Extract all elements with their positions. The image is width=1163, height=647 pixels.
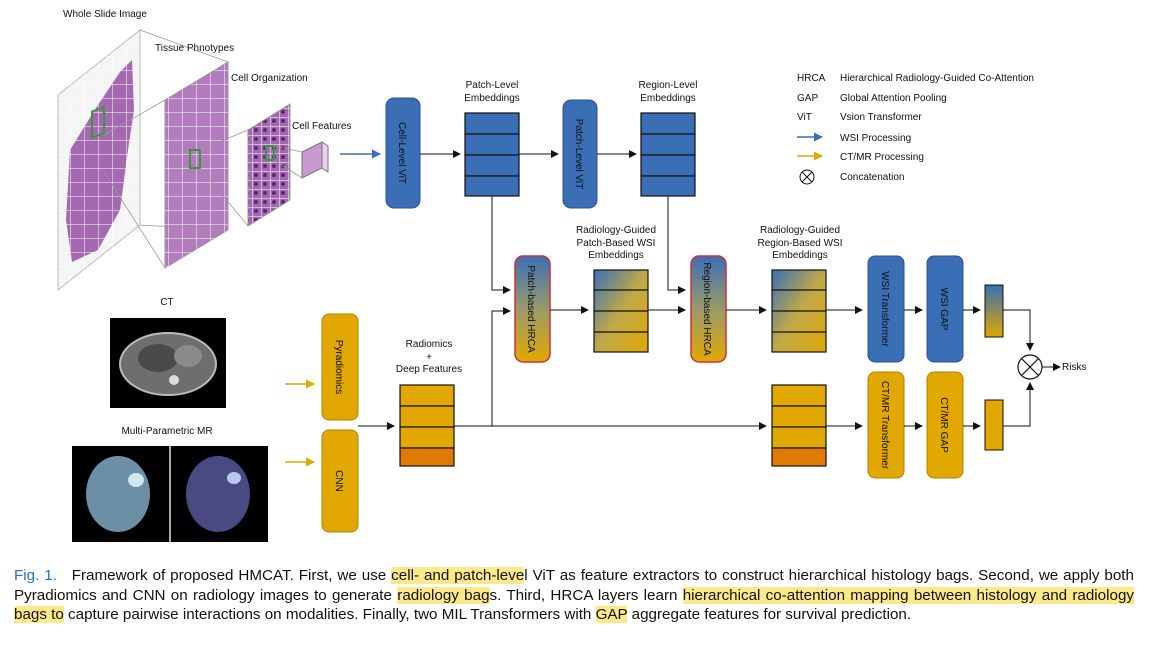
legend-text-ctmr: CT/MR Processing: [840, 152, 924, 163]
patch-hrca-label: Patch-based HRCA: [525, 265, 536, 353]
patch-vit-box: [563, 100, 597, 208]
ct-label: CT: [160, 297, 174, 308]
legend-text-hrca: Hierarchical Radiology-Guided Co-Attention: [840, 73, 1034, 84]
radiomics-label-3: Deep Features: [395, 364, 463, 375]
caption-text-4: capture pairwise interactions on modalities. Finally, two MIL Transformers with: [63, 606, 596, 623]
concatenation-node: [1018, 355, 1042, 379]
mr-images: [72, 446, 268, 542]
legend-abbr-vit: ViT: [797, 112, 812, 123]
ct-transformer-box: [868, 372, 904, 478]
caption-highlight-2: radiology bag: [397, 586, 490, 604]
rg-patch-label-2: Patch-Based WSI: [576, 238, 656, 249]
ct-gap-label: CT/MR GAP: [938, 397, 949, 453]
legend-text-concat: Concatenation: [840, 172, 905, 183]
region-hrca-box: [691, 256, 726, 362]
patch-embeddings-label-2: Embeddings: [464, 93, 520, 104]
cell-vit-label: Cell-Level ViT: [396, 121, 407, 185]
cell-vit-box: [386, 98, 420, 208]
rg-patch-label-3: Embeddings: [588, 250, 644, 261]
rg-region-label-1: Radiology-Guided: [759, 225, 841, 236]
radiomics-label-1: Radiomics: [405, 339, 453, 350]
wsi-gap-label: WSI GAP: [938, 287, 949, 331]
ct-image: [110, 318, 226, 408]
rg-patch-label-1: Radiology-Guided: [575, 225, 657, 236]
radiology-bag-embeddings: [400, 385, 454, 466]
legend-text-gap: Global Attention Pooling: [840, 93, 947, 104]
caption-text-5: aggregate features for survival prediction.: [627, 606, 912, 623]
tissue-phenotypes-label: Tissue Phnotypes: [155, 43, 235, 54]
caption-highlight-1: cell- and patch-leve: [391, 567, 525, 584]
ct-mr-embeddings: [772, 385, 826, 466]
legend-text-vit: Vsion Transformer: [840, 112, 922, 123]
wsi-pooled-vector: [985, 285, 1003, 337]
rg-region-label-2: Region-Based WSI: [757, 238, 843, 249]
cell-organization-label: Cell Organization: [231, 73, 308, 84]
wsi-transformer-label: WSI Transformer: [879, 271, 890, 347]
figure-caption: [14, 566, 1134, 625]
mr-label: Multi-Parametric MR: [121, 426, 213, 437]
region-level-embeddings: [641, 113, 695, 196]
region-hrca-label: Region-based HRCA: [701, 262, 712, 356]
legend-abbr-gap: GAP: [797, 93, 819, 104]
patch-hrca-box: [515, 256, 550, 362]
ct-pooled-vector: [985, 400, 1003, 450]
rg-region-embeddings: [772, 270, 826, 352]
figure-number: Fig. 1.: [14, 567, 57, 584]
radiomics-label-2: +: [426, 352, 432, 363]
region-embeddings-label-2: Embeddings: [640, 93, 696, 104]
patch-embeddings-label-1: Patch-Level: [465, 80, 519, 91]
caption-highlight-4: GAP: [595, 606, 628, 623]
concatenation-icon: [800, 170, 814, 184]
patch-vit-label: Patch-Level ViT: [573, 118, 584, 190]
cell-features-label: Cell Features: [292, 121, 352, 132]
rg-region-label-3: Embeddings: [772, 250, 828, 261]
caption-text-3: s. Third, HRCA layers learn: [489, 586, 683, 604]
rg-patch-embeddings: [594, 270, 648, 352]
caption-highlight-3: hierarchical co-attention mapping between histology and radiology bags to: [14, 586, 1134, 623]
ct-transformer-label: CT/MR Transformer: [879, 380, 890, 470]
legend-text-wsi: WSI Processing: [840, 133, 912, 144]
pyradiomics-label: Pyradiomics: [333, 339, 344, 395]
ct-gap-box: [927, 372, 963, 478]
risks-label: Risks: [1062, 362, 1087, 373]
whole-slide-label: Whole Slide Image: [63, 9, 147, 20]
cnn-box: [322, 430, 358, 532]
caption-text-2: l ViT as feature extractors to construct hierarchical histology bags. Second, we apply both Pyradiomics and CNN on radiology images to generate: [14, 567, 1134, 604]
cnn-label: CNN: [333, 470, 344, 492]
caption-text-1: Framework of proposed HMCAT. First, we use: [71, 567, 392, 584]
wsi-gap-box: [927, 256, 963, 362]
patch-level-embeddings: [465, 113, 519, 196]
pyradiomics-box: [322, 314, 358, 420]
whole-slide-image-illustration: [58, 30, 328, 290]
legend-abbr-hrca: HRCA: [797, 73, 826, 84]
region-embeddings-label-1: Region-Level: [638, 80, 698, 91]
wsi-transformer-box: [868, 256, 904, 362]
legend: [797, 73, 1034, 184]
